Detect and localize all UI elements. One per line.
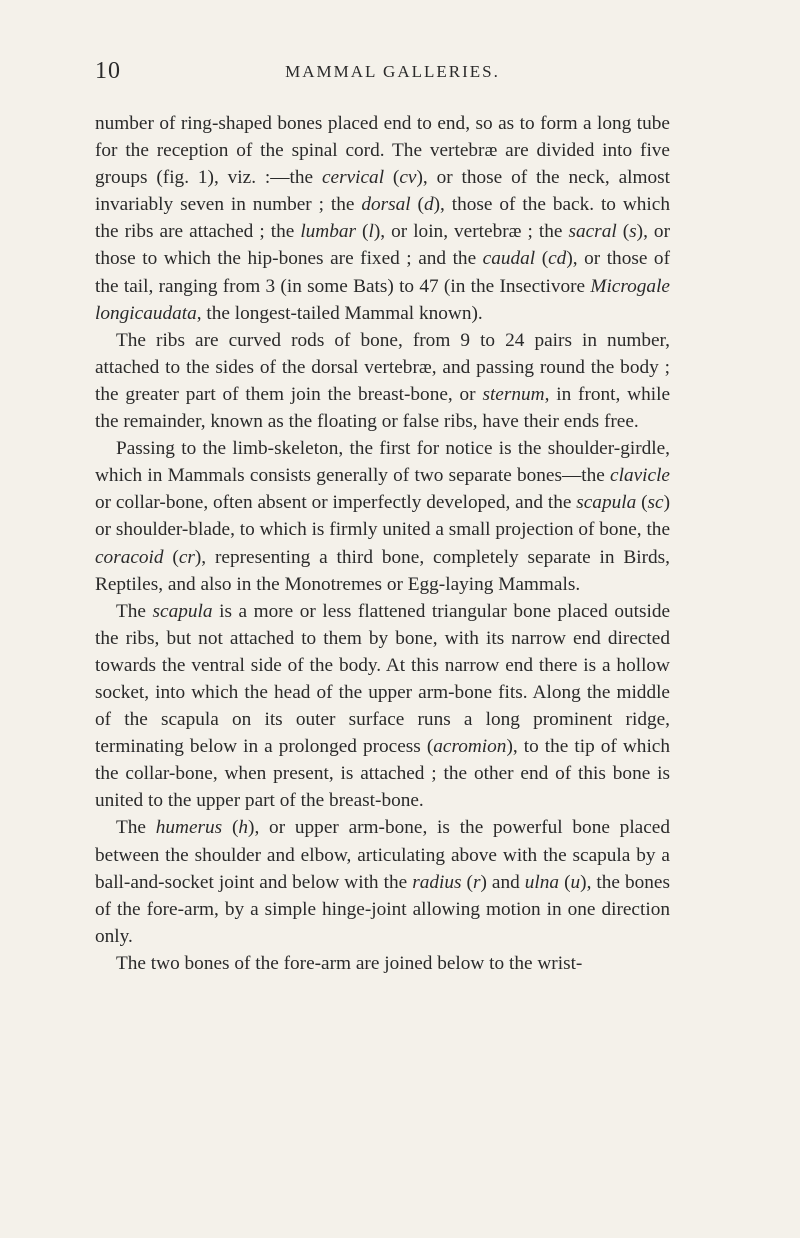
italic-term: Microgale longicaudata <box>95 275 670 324</box>
italic-term: h <box>238 817 249 839</box>
paragraph-4: The scapula is a more or less flattened triangular bone placed outside the ribs, but not attached to them by bone, with its narrow end directed towards the ventral side of the body. At this narrow end there is a hollow socket, into which the head of the upper arm-bone fits. Along the middle of the scapula on its outer surface runs a long prominent ridge, terminating below in a prolonged process (acromion), to the tip of which the collar-bone, when present, is attached ; the other end of this bone is united to the upper part of the breast-bone. <box>95 600 671 812</box>
paragraph-3: Passing to the limb-skeleton, the first for notice is the shoulder-girdle, which in Mammals consists generally of two separate bones—the clavicle or collar-bone, often absent or imperfectly developed, and the scapula (sc) or shoulder-blade, to which is firmly united a small projection of bone, the coracoid (cr), representing a third bone, completely separate in Birds, Reptiles, and also in the Monotremes or Egg-laying Mammals. <box>95 438 670 595</box>
italic-term: caudal <box>482 248 536 270</box>
paragraph-1: number of ring-shaped bones placed end to end, so as to form a long tube for the reception of the spinal cord. The vertebræ are divided into five groups (fig. 1), viz. :—the cervical (cv), or those of the neck, almost invariably seven in number ; the dorsal (d), those of the back. to which the ribs are attached ; the lumbar (l), or loin, vertebræ ; the sacral (s), or those to which the hip-bones are fixed ; and the caudal (cd), or those of the tail, ranging from 3 (in some Bats) to 47 (in the Insectivore Microgale longicaudata, the longest-tailed Mammal known). <box>95 113 670 324</box>
page-header <box>95 58 690 88</box>
italic-term: r <box>472 871 481 893</box>
italic-term: l <box>368 221 374 243</box>
italic-term: cd <box>548 248 567 270</box>
italic-term: lumbar <box>300 221 357 243</box>
italic-term: cv <box>399 167 417 189</box>
italic-term: acromion <box>433 736 507 758</box>
paragraph-2: The ribs are curved rods of bone, from 9 to 24 pairs in number, attached to the sides of the dorsal vertebræ, and passing round the body ; the greater part of them join the breast-bone, or sternum, in front, while the remainder, known as the floating or false ribs, have their ends free. <box>95 329 670 433</box>
italic-term: dorsal <box>361 194 411 216</box>
body-text <box>95 110 670 977</box>
paragraph-5: The humerus (h), or upper arm-bone, is the powerful bone placed between the shoulder and elbow, articulating above with the scapula by a ball-and-socket joint and below with the radius (r) and ulna (u), the bones of the fore-arm, by a simple hinge-joint allowing motion in one direction only. <box>95 817 670 947</box>
italic-term: humerus <box>155 817 223 839</box>
italic-term: s <box>629 221 637 243</box>
italic-term: clavicle <box>610 465 670 487</box>
page-number: 10 <box>95 58 121 84</box>
italic-term: radius <box>412 871 462 893</box>
italic-term: sternum <box>482 383 545 405</box>
italic-term: scapula <box>152 600 213 622</box>
italic-term: ulna <box>524 871 560 893</box>
italic-term: cr <box>178 546 195 568</box>
italic-term: d <box>423 194 434 216</box>
italic-term: cervical <box>321 167 385 189</box>
italic-term: scapula <box>576 492 637 514</box>
italic-term: coracoid <box>95 546 164 568</box>
italic-term: sc <box>647 492 664 514</box>
running-title: MAMMAL GALLERIES. <box>285 62 500 81</box>
paragraph-6: The two bones of the fore-arm are joined below to the wrist- <box>116 952 583 974</box>
italic-term: u <box>570 871 581 893</box>
italic-term: sacral <box>568 221 617 243</box>
